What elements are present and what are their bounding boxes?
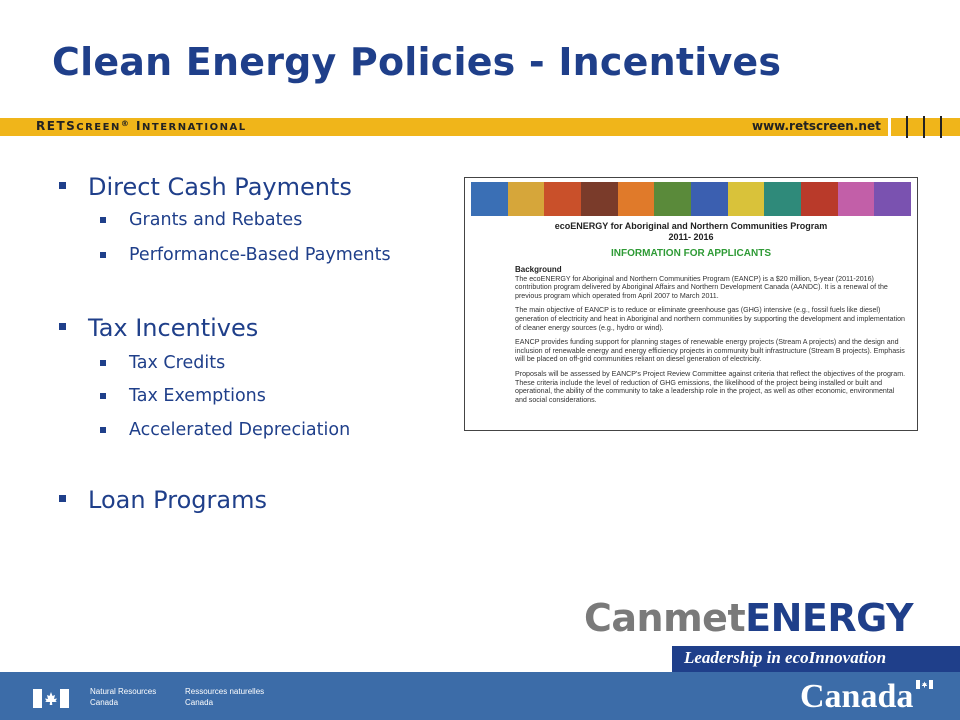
banner-tile	[654, 182, 691, 216]
document-paragraph: Proposals will be assessed by EANCP's Project Review Committee against criteria that reflect the objectives of the program. These criteria include the level of reduction of GHG emissions, the likelihood of the project being installed or built and operational, the ability of the community to take a leadership role in the project, as well as other economic, environmental and social considerations.	[515, 369, 906, 404]
sub-bullet-item: Performance-Based Payments	[58, 244, 458, 266]
department-name-en: Natural Resources Canada	[90, 687, 157, 707]
bullet-square-icon	[100, 252, 106, 258]
slide-title: Clean Energy Policies - Incentives	[52, 40, 782, 84]
document-paragraph: EANCP provides funding support for planning stages of renewable energy projects (Stream A projects) and the design and inclusion of renewable energy and energy efficiency projects in community built infrastructure (Stream B projects). Emphasis will be placed on off-grid communities reliant on diesel generation of electricity.	[515, 338, 905, 364]
canada-wordmark: Canada	[800, 678, 914, 715]
document-banner	[471, 182, 911, 216]
banner-tile	[764, 182, 801, 216]
bullet-square-icon	[100, 217, 106, 223]
document-paragraph: The main objective of EANCP is to reduce or eliminate greenhouse gas (GHG) intensive (e.g., fossil fuels like diesel) generation of electricity and heat in Aboriginal and northern communities by supporting the development and implementation of cleaner energy sources (e.g., hydro or wind).	[515, 306, 906, 332]
banner-tile	[471, 182, 508, 216]
canada-wordmark-flag-icon	[916, 680, 933, 689]
department-name-fr: Ressources naturelles Canada	[185, 687, 265, 707]
bullet-list	[58, 172, 458, 515]
sub-bullet-item: Grants and Rebates	[58, 209, 458, 231]
bullet-square-icon	[100, 360, 106, 366]
sub-bullet-item: Tax Credits	[58, 352, 458, 374]
document-paragraph: The ecoENERGY for Aboriginal and Northern Communities Program (EANCP) is a $20 million, 5-year (2011-2016) contribution program delivered by Aboriginal Affairs and Northern Development Canada (AANDC). It is a renewal of the previous program which operated from April 2007 to March 2011.	[515, 274, 888, 300]
bullet-square-icon	[59, 495, 66, 502]
document-body	[515, 266, 907, 410]
banner-tile	[508, 182, 545, 216]
banner-tile	[691, 182, 728, 216]
bullet-square-icon	[59, 323, 66, 330]
canada-flag-icon	[33, 689, 69, 708]
bullet-item: Loan Programs	[58, 485, 458, 515]
banner-tile	[838, 182, 875, 216]
banner-tile	[618, 182, 655, 216]
bullet-item: Direct Cash Payments	[58, 172, 458, 202]
banner-tile	[728, 182, 765, 216]
tagline: Leadership in ecoInnovation	[684, 648, 887, 667]
canmet-energy-logo: CanmetENERGY	[584, 596, 913, 640]
sub-bullet-item: Accelerated Depreciation	[58, 419, 458, 441]
document-title: ecoENERGY for Aboriginal and Northern Communities Program 2011- 2016	[554, 221, 828, 242]
retscreen-divider-ticks	[888, 116, 958, 138]
document-section-heading: Background	[515, 265, 562, 274]
banner-tile	[874, 182, 911, 216]
banner-tile	[544, 182, 581, 216]
retscreen-logo: RETSCREEN® INTERNATIONAL	[36, 119, 247, 133]
banner-tile	[581, 182, 618, 216]
sub-bullet-item: Tax Exemptions	[58, 385, 458, 407]
program-document-image	[464, 177, 918, 431]
bullet-item: Tax Incentives	[58, 313, 458, 343]
bullet-square-icon	[59, 182, 66, 189]
retscreen-url[interactable]: www.retscreen.net	[752, 119, 881, 133]
document-subtitle: INFORMATION FOR APPLICANTS	[611, 248, 771, 259]
banner-tile	[801, 182, 838, 216]
bullet-square-icon	[100, 393, 106, 399]
bullet-square-icon	[100, 427, 106, 433]
